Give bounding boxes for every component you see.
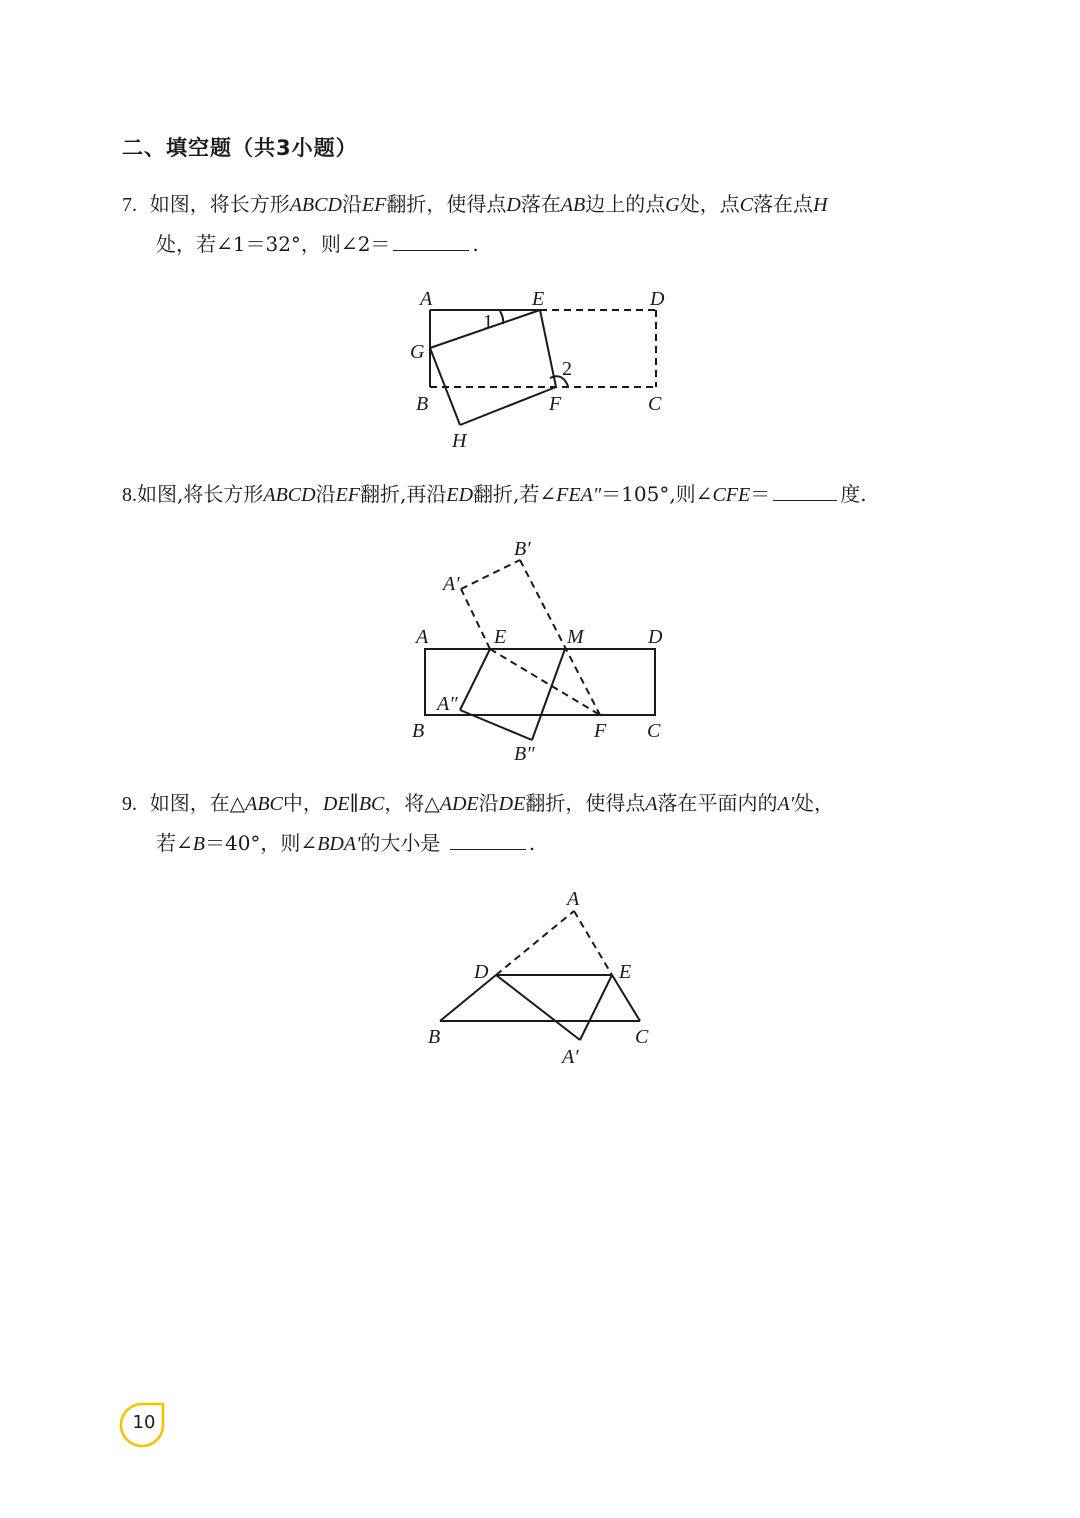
q7-label-D: D xyxy=(650,288,665,310)
q9-label-C: C xyxy=(635,1026,649,1048)
q7-line2: 处，若∠1＝32°，则∠2＝ . xyxy=(156,224,479,263)
q8-label-E: E xyxy=(494,626,507,648)
q9-label-A-prime: A′ xyxy=(562,1046,579,1068)
q8-label-F: F xyxy=(594,720,607,742)
q9-label-B: B xyxy=(428,1026,441,1048)
q7-number: 7. xyxy=(122,194,137,216)
q7-label-C: C xyxy=(648,393,662,415)
section-title: 二、填空题（共3小题） xyxy=(122,136,358,160)
q7-label-E: E xyxy=(532,288,545,310)
q9-label-E: E xyxy=(619,961,632,983)
q7-angle-1: 1 xyxy=(483,311,493,333)
q7-angle-2: 2 xyxy=(562,358,572,380)
q8-label-B: B xyxy=(412,720,425,742)
q7-label-A: A xyxy=(420,288,433,310)
q8-label-A-prime: A′ xyxy=(443,573,460,595)
q8-label-B-dprime: B″ xyxy=(514,743,535,765)
q7-label-H: H xyxy=(452,430,467,452)
q8-label-A: A xyxy=(416,626,429,648)
q7-line1: 7. 如图，将长方形ABCD沿EF翻折，使得点D落在AB边上的点G处，点C落在点H xyxy=(122,192,828,216)
q8-label-C: C xyxy=(647,720,661,742)
q9-number: 9. xyxy=(122,793,137,815)
q9-line1: 9. 如图，在△ABC中，DE∥BC，将△ADE沿DE翻折，使得点A落在平面内的A'处， xyxy=(122,791,835,815)
q8-label-D: D xyxy=(648,626,663,648)
page-number: 10 xyxy=(132,1412,156,1433)
q8-line1: 8.如图,将长方形ABCD沿EF翻折,再沿ED翻折,若∠FEA″＝105°,则∠CFE＝ 度. xyxy=(122,474,867,514)
q9-line2: 若∠B＝40°，则∠BDA'的大小是 . xyxy=(156,823,535,863)
q8-label-M: M xyxy=(567,626,584,648)
q7-label-B: B xyxy=(416,393,429,415)
q9-label-A: A xyxy=(567,888,580,910)
q7-label-F: F xyxy=(549,393,562,415)
q9-label-D: D xyxy=(474,961,489,983)
q8-number: 8. xyxy=(122,484,137,506)
q8-label-A-dprime: A″ xyxy=(437,693,458,715)
q7-label-G: G xyxy=(410,341,425,363)
q8-label-B-prime: B′ xyxy=(514,538,531,560)
